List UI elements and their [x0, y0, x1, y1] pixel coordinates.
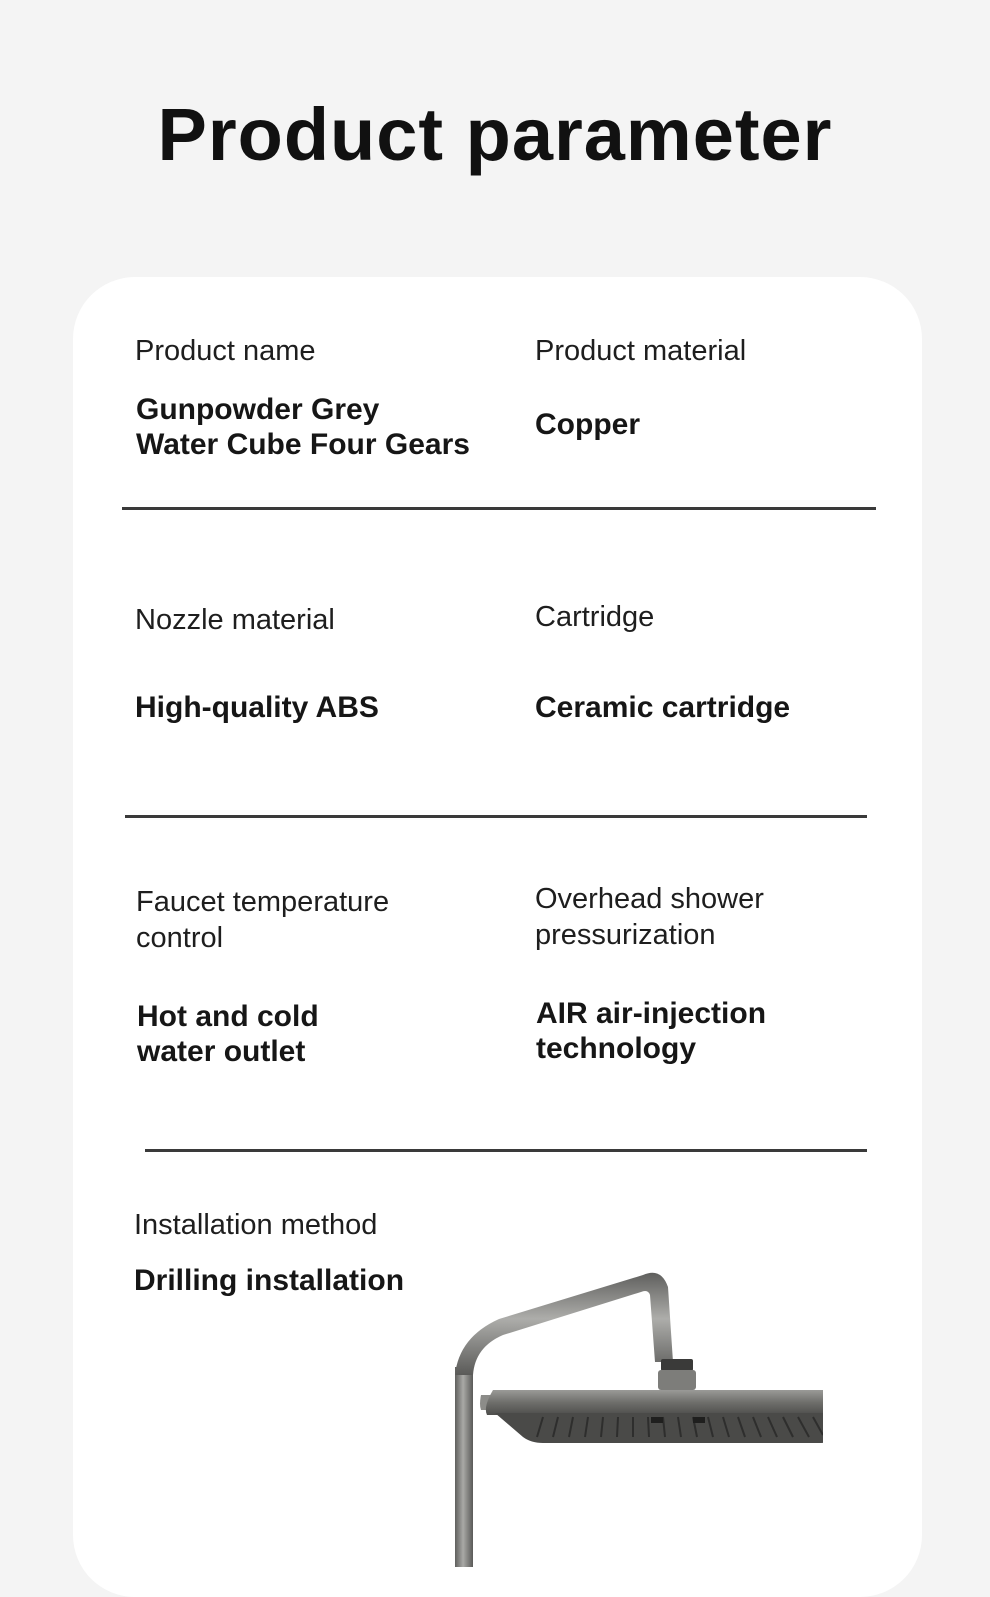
param-label-nozzle-material: Nozzle material: [135, 604, 335, 636]
parameter-card: [73, 277, 922, 1597]
page-title: Product parameter: [157, 93, 833, 176]
divider-3: [145, 1149, 867, 1152]
param-value-overhead-shower: AIR air-injection technology: [536, 997, 767, 1065]
divider-1: [122, 507, 876, 510]
shower-head-image: [403, 1267, 823, 1567]
divider-2: [125, 815, 867, 818]
param-value-installation-method: Drilling installation: [134, 1264, 405, 1297]
param-value-product-material: Copper: [535, 408, 640, 441]
param-value-nozzle-material: High-quality ABS: [135, 691, 379, 724]
param-label-overhead-shower: Overhead shower pressurization: [535, 883, 764, 951]
param-value-product-name: Gunpowder Grey Water Cube Four Gears: [136, 393, 470, 461]
param-label-cartridge: Cartridge: [535, 601, 655, 633]
param-label-faucet-temperature: Faucet temperature control: [136, 886, 390, 954]
param-value-faucet-temperature: Hot and cold water outlet: [137, 1000, 319, 1068]
param-label-product-name: Product name: [135, 335, 316, 367]
param-value-cartridge: Ceramic cartridge: [535, 691, 791, 724]
param-label-product-material: Product material: [535, 335, 747, 367]
param-label-installation-method: Installation method: [134, 1209, 378, 1241]
